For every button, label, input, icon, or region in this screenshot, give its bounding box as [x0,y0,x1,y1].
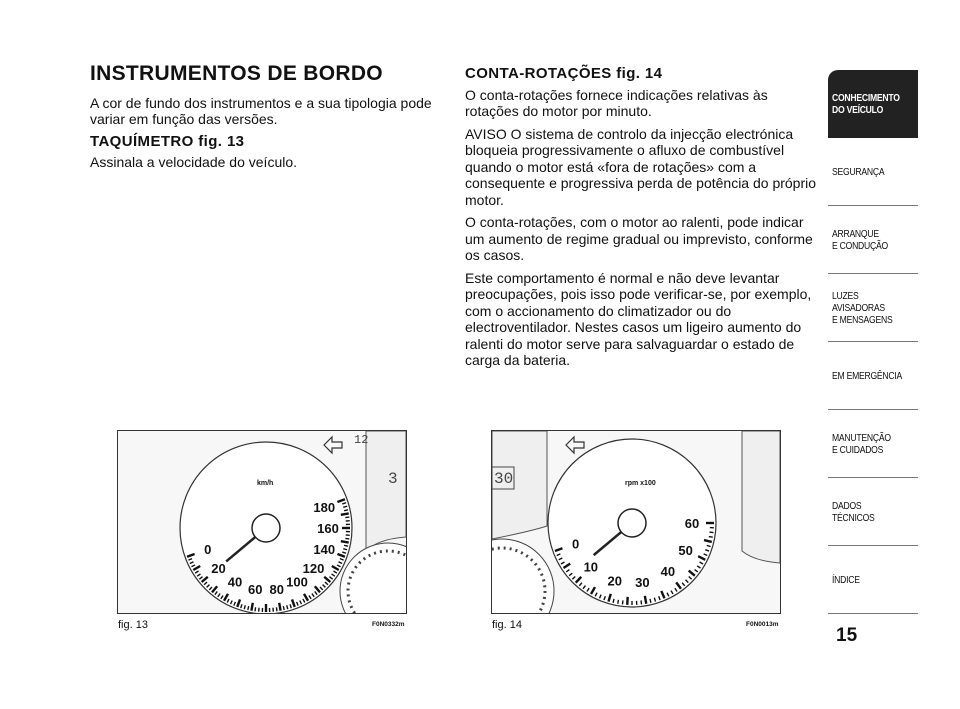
speedometer-tick [344,510,348,511]
speedometer-scale-label: 20 [211,560,226,576]
speedometer-scale-label: 160 [317,521,339,536]
speedometer-unit: km/h [257,480,274,487]
tachometer-heading: CONTA-ROTAÇÕES fig. 14 [465,65,663,82]
page-title: INSTRUMENTOS DE BORDO [90,62,383,85]
tachometer-scale-label: 0 [572,536,580,552]
left-column [90,62,440,177]
page-number: 15 [836,625,858,646]
intro-paragraph: A cor de fundo dos instrumentos e a sua tipologia pode variar em função das versões. [90,94,432,127]
speedometer-tick [345,517,349,518]
speedometer-needle-hub [252,514,280,542]
tachometer-scale-label: 40 [660,564,676,580]
tachometer-unit: rpm x100 [625,480,656,487]
speedometer-scale-label: 40 [227,574,243,590]
speedometer-tick [251,603,252,611]
speedometer-tick [345,538,349,539]
speedometer-tick [279,603,280,611]
chapter-tab-label: EM EMERGÊNCIA [832,369,903,382]
speedometer-tick [341,541,349,542]
speedometer-tick [276,607,277,611]
chapter-tab-label: SEGURANÇA [832,165,885,178]
chapter-tab-label: DADOS TÉCNICOS [832,499,875,524]
tachometer-tick [618,600,619,604]
tachometer-tick [709,537,713,538]
speedometer-figure [117,430,407,614]
speedometer-tick [283,606,284,610]
tachometer-tick [650,599,651,603]
tachometer-paragraph-1: O conta-rotações fornece indicações relativas às rotações do motor por minuto. [465,86,768,119]
speedometer-scale-label: 60 [247,582,263,598]
tachometer-paragraph-4: Este comportamento é normal e não deve levantar preocupações, pois isso pode verificar-se, por exemplo, com o accionamento do climatizador ou do electroventilador. Nestes casos um ligeiro aumento do ralenti do motor serve para salvaguardar o estado de carga da bateria. [465,269,812,368]
svg-text:12: 12 [354,433,369,447]
fig13-caption: fig. 13 [118,619,148,631]
chapter-tab-label: CONHECIMENTO DO VEÍCULO [832,92,900,116]
speedometer-heading: TAQUÍMETRO fig. 13 [90,132,245,150]
fig14-code: F0N0013m [746,621,779,628]
speedometer-tick [344,545,348,546]
chapter-tab-1[interactable] [828,138,918,206]
tachometer-scale-label: 60 [684,516,700,531]
chapter-tab-label: ARRANQUE E CONDUÇÃO [832,227,888,252]
chapter-tab-label: LUZES AVISADORAS E MENSAGENS [832,289,893,326]
svg-text:30: 30 [494,470,514,488]
speedometer-tick [248,606,249,610]
speedometer-scale-label: 80 [269,582,285,598]
chapter-tab-4[interactable] [828,342,918,410]
tachometer-scale-label: 50 [678,542,693,558]
chapter-tab-2[interactable] [828,206,918,274]
tachometer-paragraph-3: O conta-rotações, com o motor ao ralenti, pode indicar um aumento de regime gradual ou imprevisto, conforme os casos. [465,214,813,263]
fig14-caption: fig. 14 [492,619,522,631]
tachometer-tick [645,596,646,604]
fig13-code: F0N0332m [372,621,405,628]
chapter-tab-7[interactable] [828,546,918,614]
chapter-tabs [828,70,918,614]
tachometer-figure [491,430,781,614]
chapter-tab-label: ÍNDICE [832,573,860,586]
speedometer-scale-label: 100 [286,574,308,590]
tachometer-needle-hub [618,509,646,537]
chapter-tab-0[interactable] [828,70,918,138]
tachometer-scale-label: 10 [583,559,599,575]
chapter-tab-label: MANUTENÇÃO E CUIDADOS [832,431,891,456]
chapter-tab-6[interactable] [828,478,918,546]
tachometer-scale-label: 30 [635,575,650,591]
tachometer-tick [613,599,614,603]
right-column [465,66,817,375]
chapter-tab-3[interactable] [828,274,918,342]
speedometer-scale-label: 0 [204,542,212,558]
speedometer-scale-label: 120 [302,560,325,576]
speedometer-text: Assinala a velocidade do veículo. [90,154,298,170]
speedometer-tick [255,607,256,611]
speedometer-scale-label: 180 [313,499,336,515]
chapter-tab-5[interactable] [828,410,918,478]
speedometer-tick [341,513,349,514]
tachometer-paragraph-2: AVISO O sistema de controlo da injecção electrónica bloqueia progressivamente o afluxo de combustível quando o motor está «fora de rotações» com a consequente e progressiva perda de potência do próprio motor. [465,125,817,208]
speedometer-scale-label: 140 [313,542,336,558]
tachometer-scale-label: 20 [607,573,623,589]
svg-text:3: 3 [388,470,398,488]
